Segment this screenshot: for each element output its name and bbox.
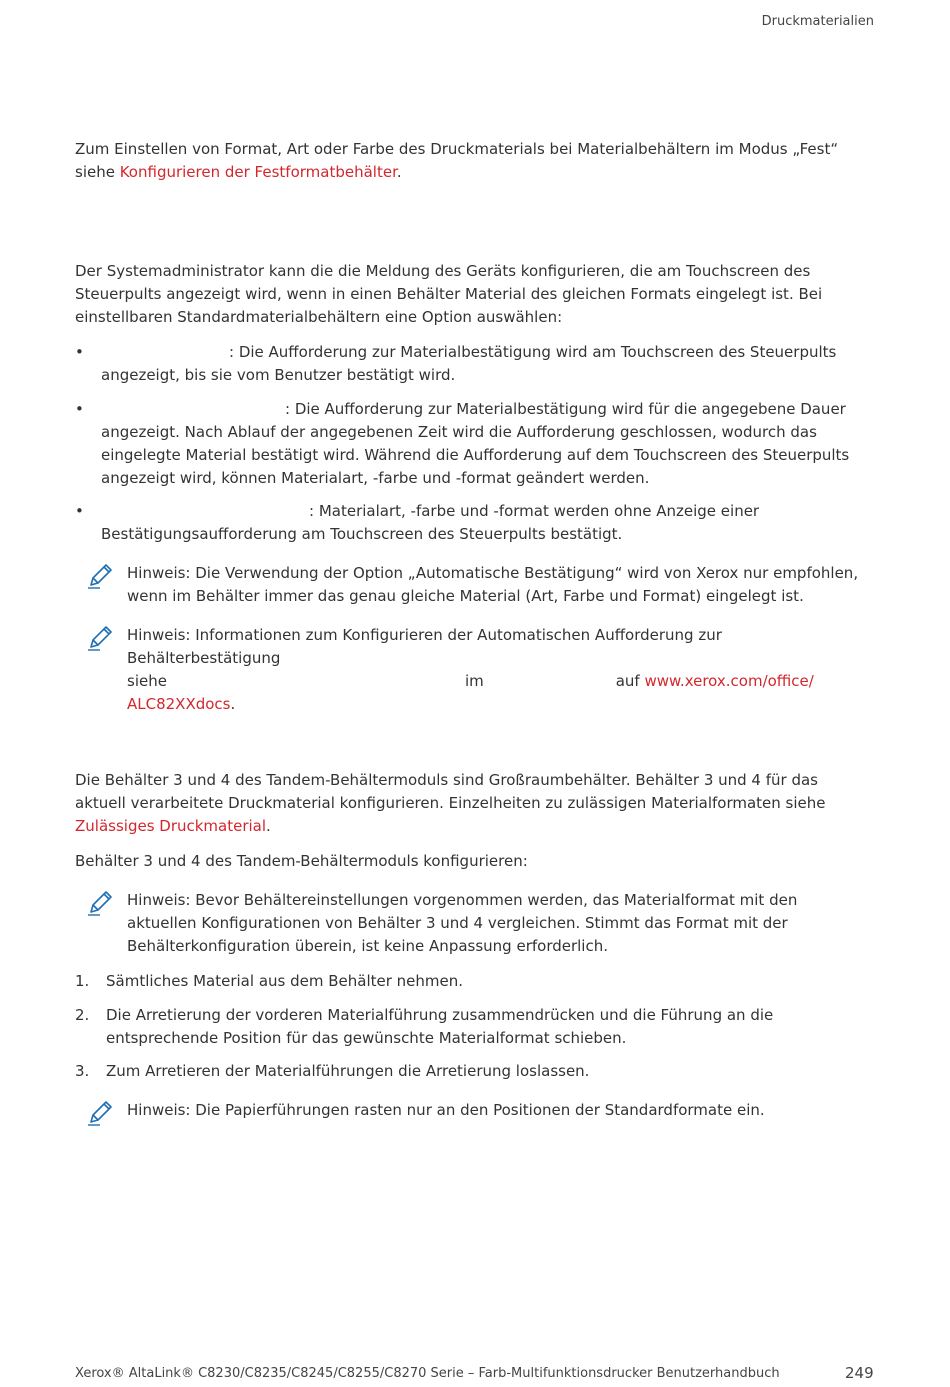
step-number: 2. <box>75 1006 90 1024</box>
link-supported-media[interactable]: Zulässiges Druckmaterial <box>75 817 267 835</box>
running-header: Druckmaterialien <box>761 14 874 29</box>
note-text: Hinweis: Informationen zum Konfigurieren der Automatischen Aufforderung zur Behälterbestätigung siehe im auf www.xerox.com/office/ ALC82XXdocs. <box>127 626 814 713</box>
note <box>86 889 866 958</box>
note <box>86 624 866 716</box>
bullet-item: • : Die Aufforderung zur Materialbestätigung wird für die angegebene Dauer angezeigt. Nach Ablauf der angegebenen Zeit wird die Aufforderung geschlossen, wodurch das eingelegte Material bestätigt wird. Während die Aufforderung auf dem Touchscreen des Steuerpults angezeigt wird, können Materialart, -farbe und -format geändert werden. <box>75 400 850 487</box>
step-item <box>75 1004 865 1050</box>
step-number: 1. <box>75 972 90 990</box>
note <box>86 562 866 608</box>
intro-paragraph: Zum Einstellen von Format, Art oder Farbe des Druckmaterials bei Materialbehältern im Modus „Fest“ siehe Konfigurieren der Festformatbehälter. <box>75 140 839 181</box>
step-item <box>75 1060 865 1083</box>
note-text: Hinweis: Die Papierführungen rasten nur an den Positionen der Standardformate ein. <box>127 1101 765 1119</box>
tandem-paragraph: Die Behälter 3 und 4 des Tandem-Behältermoduls sind Großraumbehälter. Behälter 3 und 4 für das aktuell verarbeitete Druckmaterial konfigurieren. Einzelheiten zu zulässigen Materialformaten siehe Zulässiges Druckmaterial. <box>75 771 826 835</box>
bullet-dot: • <box>75 400 84 418</box>
pencil-icon <box>86 624 114 652</box>
step-number: 3. <box>75 1062 90 1080</box>
bullet-dot: • <box>75 343 84 361</box>
bullet-item: • : Materialart, -farbe und -format werden ohne Anzeige einer Bestätigungsaufforderung am Touchscreen des Steuerpults bestätigt. <box>75 502 760 543</box>
link-xerox-docs[interactable]: www.xerox.com/office/ <box>644 672 814 690</box>
step-item <box>75 970 865 993</box>
tandem-lead: Behälter 3 und 4 des Tandem-Behältermoduls konfigurieren: <box>75 852 528 870</box>
page-number: 249 <box>845 1364 874 1382</box>
step-text: Die Arretierung der vorderen Materialführung zusammendrücken und die Führung an die entsprechende Position für das gewünschte Materialformat schieben. <box>106 1006 774 1047</box>
step-text: Zum Arretieren der Materialführungen die Arretierung loslassen. <box>106 1062 590 1080</box>
bullet-item: • : Die Aufforderung zur Materialbestätigung wird am Touchscreen des Steuerpults angezeigt, bis sie vom Benutzer bestätigt wird. <box>75 343 837 384</box>
pencil-icon <box>86 1099 114 1127</box>
link-fixed-trays[interactable]: Konfigurieren der Festformatbehälter <box>119 163 397 181</box>
bullet-dot: • <box>75 502 84 520</box>
pencil-icon <box>86 562 114 590</box>
note-text: Hinweis: Die Verwendung der Option „Automatische Bestätigung“ wird von Xerox nur empfohlen, wenn im Behälter immer das genau gleiche Material (Art, Farbe und Format) eingelegt ist. <box>127 564 859 605</box>
footer-title: Xerox® AltaLink® C8230/C8235/C8245/C8255/C8270 Serie – Farb-Multifunktionsdrucker Benutzerhandbuch <box>75 1366 780 1381</box>
note-text: Hinweis: Bevor Behältereinstellungen vorgenommen werden, das Materialformat mit den aktuellen Konfigurationen von Behälter 3 und 4 vergleichen. Stimmt das Format mit der Behälterkonfiguration überein, ist keine Anpassung erforderlich. <box>127 891 798 955</box>
confirm-paragraph: Der Systemadministrator kann die die Meldung des Geräts konfigurieren, die am Touchscreen des Steuerpults angezeigt wird, wenn in einen Behälter Material des gleichen Formats eingelegt ist. Bei einstellbaren Standardmaterialbehältern eine Option auswählen: <box>75 262 823 326</box>
link-xerox-docs-cont[interactable]: ALC82XXdocs <box>127 695 231 713</box>
pencil-icon <box>86 889 114 917</box>
step-text: Sämtliches Material aus dem Behälter nehmen. <box>106 972 464 990</box>
note <box>86 1099 866 1122</box>
